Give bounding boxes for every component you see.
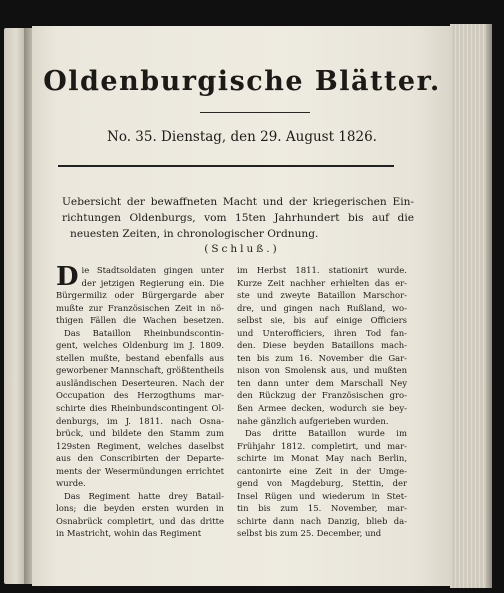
drop-cap: D: [56, 262, 79, 292]
text-line: denburgs, im J. 1811. nach Osna-: [56, 415, 224, 426]
text-line: und Unterofficiers, ihren Tod fan-: [237, 327, 407, 338]
text-line: 129sten Regiment, welches daselbst: [56, 440, 224, 451]
text-line: aus den Conscribirten der Departe-: [56, 453, 224, 464]
text-line: in Mastricht, wohin das Regiment: [56, 528, 202, 539]
article-heading: [62, 194, 414, 242]
facing-page-edge: [4, 28, 26, 584]
issue-line: No. 35. Dienstag, den 29. August 1826.: [107, 129, 377, 145]
text-line: thigen Fällen die Wachen besetzen.: [56, 315, 224, 326]
text-line: ments der Wesermündungen errichtet: [56, 465, 224, 476]
text-line: wurde.: [56, 478, 86, 489]
text-line: ausländischen Deserteuren. Nach der: [56, 377, 224, 388]
text-line: ste und zweyte Bataillon Marschor-: [237, 290, 407, 301]
newspaper-page: [32, 26, 452, 586]
conclusion-marker: (Schluß.): [204, 243, 280, 255]
text-line: geworbener Mannschaft, größtentheils: [56, 365, 224, 376]
text-line: tin bis zum 15. November, mar-: [237, 503, 407, 514]
text-column-right: [237, 264, 407, 540]
text-line: lons; die beyden ersten wurden in: [56, 503, 224, 514]
text-line: gend von Magdeburg, Stettin, der: [237, 478, 407, 489]
text-line: selbst bis zum 25. December, und: [237, 528, 382, 539]
text-line: dre, und gingen nach Rußland, wo-: [237, 302, 407, 313]
heading-line-3: neuesten Zeiten, in chronologischer Ordnung.: [70, 228, 319, 240]
heading-line-2: richtungen Oldenburgs, vom 15ten Jahrhundert bis auf die: [62, 212, 414, 224]
text-line: Occupation des Herzogthums mar-: [56, 390, 224, 401]
text-line: Das Regiment hatte drey Batail-: [64, 490, 224, 501]
text-column-left: [56, 264, 224, 540]
text-line: cantonirte eine Zeit in der Umge-: [237, 465, 407, 476]
text-line: nahe gänzlich aufgerieben wurden.: [237, 415, 389, 426]
text-line: Osnabrück completirt, und das dritte: [56, 515, 224, 526]
text-line: stellen mußte, bestand ebenfalls aus: [56, 352, 224, 363]
text-line: schirte dann nach Danzig, blieb da-: [237, 515, 407, 526]
text-line: selbst sie, bis auf einige Officiers: [237, 315, 407, 326]
text-line: ßen Armee decken, wodurch sie bey-: [237, 403, 407, 414]
text-line: Frühjahr 1812. completirt, und mar-: [237, 440, 407, 451]
text-line: den. Diese beyden Bataillons mach-: [237, 340, 407, 351]
masthead-title: Oldenburgische Blätter.: [43, 66, 441, 97]
text-line: ie Stadtsoldaten gingen unter: [81, 265, 224, 275]
text-line: ten dann unter dem Marschall Ney: [237, 377, 407, 388]
text-line: den Rückzug der Französischen gro-: [237, 390, 407, 401]
heading-line-1: Uebersicht der bewaffneten Macht und der kriegerischen Ein-: [62, 196, 414, 208]
text-line: schirte im Monat May nach Berlin,: [237, 453, 407, 464]
issue-rule: [58, 165, 394, 167]
text-line: Bürgermiliz oder Bürgergarde aber: [56, 290, 224, 301]
text-line: gent, welches Oldenburg im J. 1809.: [56, 340, 224, 351]
text-line: der jetzigen Regierung ein. Die: [81, 277, 224, 288]
text-line: brück, und bildete den Stamm zum: [56, 428, 224, 439]
text-line: mußte zur Französischen Zeit in nö-: [56, 302, 224, 313]
masthead-rule: [200, 112, 310, 113]
text-line: im Herbst 1811. stationirt wurde.: [237, 265, 407, 275]
text-line: Das dritte Bataillon wurde im: [245, 428, 407, 439]
text-line: Insel Rügen und wiederum in Stet-: [237, 490, 407, 501]
text-line: Kurze Zeit nachher erhielten das er-: [237, 277, 407, 288]
text-line: nison von Smolensk aus, und mußten: [237, 365, 407, 376]
page-edges-stack: [450, 24, 492, 588]
text-line: ten bis zum 16. November die Gar-: [237, 352, 407, 363]
text-line: Das Bataillon Rheinbundscontin-: [64, 327, 224, 338]
text-line: schirte dies Rheinbundscontingent Ol-: [56, 403, 224, 414]
